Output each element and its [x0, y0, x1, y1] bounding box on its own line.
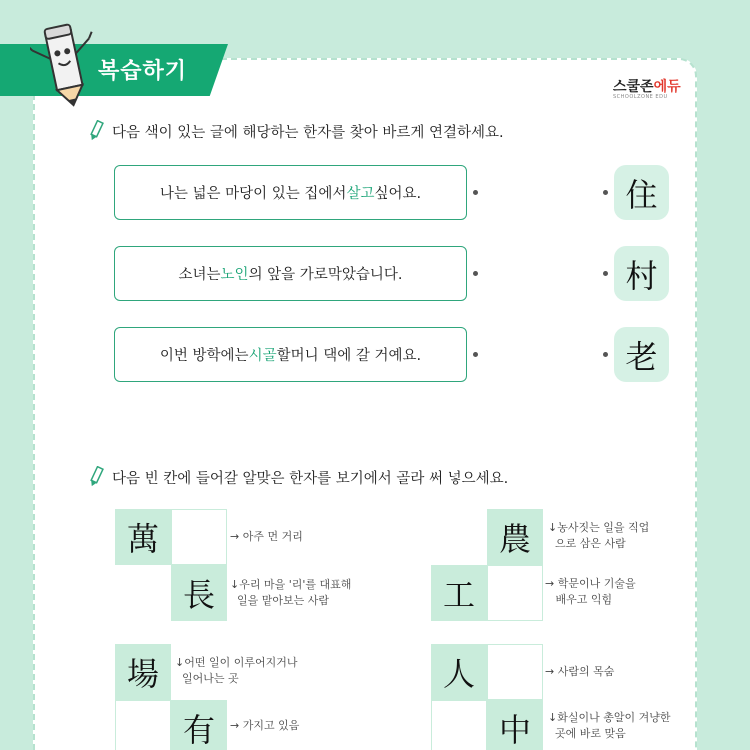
- puzzle4-cell-hanja: 中: [487, 700, 543, 750]
- highlight-word: 노인: [220, 267, 249, 283]
- sentence-text: 할머니 댁에 갈 거예요.: [276, 348, 422, 364]
- highlight-word: 살고: [346, 186, 375, 202]
- page-title: 복습하기: [98, 59, 188, 84]
- hanja-card-3[interactable]: 老: [614, 327, 669, 382]
- left-dot-1[interactable]: [473, 190, 478, 195]
- sentence-text: 의 앞을 가로막았습니다.: [248, 267, 403, 283]
- puzzle3-answer-blank[interactable]: [115, 700, 171, 750]
- instruction-text: 다음 색이 있는 글에 해당하는 한자를 찾아 바르게 연결하세요.: [112, 124, 504, 141]
- puzzle2-hint-right: → 학문이나 기술을 배우고 익힘: [545, 577, 636, 606]
- puzzle2-answer-blank[interactable]: [487, 565, 543, 621]
- puzzle1-cell-hanja: 長: [171, 565, 227, 621]
- puzzle3-hint-right: → 가지고 있음: [230, 719, 300, 732]
- sentence-box-3[interactable]: [114, 327, 467, 382]
- left-dot-3[interactable]: [473, 352, 478, 357]
- puzzle4-answer-blank-2[interactable]: [431, 700, 487, 750]
- hanja-card-2[interactable]: 村: [614, 246, 669, 301]
- puzzle4-answer-blank[interactable]: [487, 644, 543, 700]
- instruction-2: [88, 466, 508, 488]
- right-dot-2[interactable]: [603, 271, 608, 276]
- puzzle1-hint-right: → 아주 먼 거리: [230, 530, 303, 543]
- puzzle3-cell-hanja: 場: [115, 644, 171, 700]
- sentence-box-2[interactable]: [114, 246, 467, 301]
- brand-logo: [613, 76, 681, 96]
- sentence-box-1[interactable]: [114, 165, 467, 220]
- logo-accent: 에듀: [653, 79, 681, 95]
- puzzle2-cell-hanja: 農: [487, 509, 543, 565]
- sentence-text: 싶어요.: [374, 186, 422, 202]
- pencil-icon: [88, 466, 104, 488]
- logo-subtitle: SCHOOLZONE EDU: [613, 94, 668, 100]
- puzzle4-cell-hanja: 人: [431, 644, 487, 700]
- puzzle1-cell-hanja: 萬: [115, 509, 171, 565]
- puzzle3-cell-hanja: 有: [171, 700, 227, 750]
- puzzle1-hint-down: ↓우리 마을 '리'를 대표해 일을 맡아보는 사람: [230, 578, 352, 607]
- puzzle3-hint-down: ↓어떤 일이 이루어지거나 일어나는 곳: [175, 656, 298, 685]
- puzzle2-cell-hanja: 工: [431, 565, 487, 621]
- pencil-mascot-icon: [30, 22, 100, 108]
- instruction-1: [88, 120, 504, 142]
- logo-main: 스쿨존: [613, 79, 654, 95]
- left-dot-2[interactable]: [473, 271, 478, 276]
- puzzle4-hint-right: → 사람의 목숨: [545, 665, 615, 678]
- puzzle1-answer-blank[interactable]: [171, 509, 227, 565]
- highlight-word: 시골: [248, 348, 277, 364]
- puzzle4-hint-down: ↓화실이나 총알이 겨냥한 곳에 바로 맞음: [548, 711, 671, 740]
- instruction-text: 다음 빈 칸에 들어갈 알맞은 한자를 보기에서 골라 써 넣으세요.: [112, 470, 509, 487]
- sentence-text: 이번 방학에는: [159, 348, 249, 364]
- sentence-text: 나는 넓은 마당이 있는 집에서: [159, 186, 347, 202]
- puzzle2-hint-down: ↓농사짓는 일을 직업 으로 삼은 사람: [548, 521, 650, 550]
- sentence-text: 소녀는: [178, 267, 221, 283]
- hanja-card-1[interactable]: 住: [614, 165, 669, 220]
- pencil-icon: [88, 120, 104, 142]
- right-dot-3[interactable]: [603, 352, 608, 357]
- right-dot-1[interactable]: [603, 190, 608, 195]
